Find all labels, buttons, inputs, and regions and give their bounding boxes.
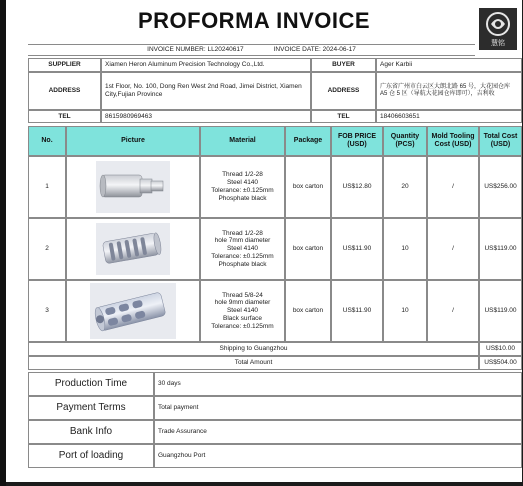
port-of-loading-label: Port of loading	[28, 444, 154, 468]
shipping-value: US$10.00	[479, 342, 522, 356]
item-3-material-line: hole 9mm diameter	[214, 299, 271, 307]
invoice-title: PROFORMA INVOICE	[137, 8, 371, 33]
buyer-label: BUYER	[311, 58, 376, 72]
col-total-cost: Total Cost (USD)	[479, 126, 522, 156]
supplier-tel-label: TEL	[28, 110, 101, 123]
col-package: Package	[285, 126, 331, 156]
production-time-label: Production Time	[28, 372, 154, 396]
item-2-total: US$119.00	[479, 218, 522, 280]
payment-terms-value: Total payment	[154, 396, 522, 420]
item-3-tooling: /	[427, 280, 479, 342]
item-2-picture	[66, 218, 200, 280]
invoice-number: INVOICE NUMBER: LL20240617	[147, 46, 244, 54]
col-no: No.	[28, 126, 66, 156]
item-3-price: US$11.90	[331, 280, 383, 342]
logo-emblem-icon	[479, 8, 517, 50]
item-2-quantity: 10	[383, 218, 427, 280]
item-1-package: box carton	[285, 156, 331, 218]
col-material: Material	[200, 126, 285, 156]
supplier-tel: 8615980969463	[101, 110, 311, 123]
item-1-material	[200, 156, 285, 218]
company-logo	[479, 8, 517, 50]
invoice-sheet	[6, 0, 522, 482]
item-1-tooling: /	[427, 156, 479, 218]
item-1-picture	[66, 156, 200, 218]
invoice-meta-row	[28, 44, 475, 56]
port-of-loading-value: Guangzhou Port	[154, 444, 522, 468]
buyer-name: Ager Karbii	[376, 58, 522, 72]
buyer-address: 广东省广州市白云区大朗北路 65 号，大花园仓库 A5 仓 5 区（导航大花园仓库即可），吉利收	[376, 72, 522, 110]
item-2-material	[200, 218, 285, 280]
shipping-label: Shipping to Guangzhou	[28, 342, 479, 356]
col-fob-price: FOB PRICE (USD)	[331, 126, 383, 156]
item-2-tooling: /	[427, 218, 479, 280]
item-1-total: US$256.00	[479, 156, 522, 218]
item-1-material-line: Steel 4140	[226, 179, 259, 187]
item-3-material-line: Thread 5/8-24	[222, 291, 263, 299]
item-3-material	[200, 280, 285, 342]
muzzle-brake-slotted-image	[96, 223, 170, 275]
item-3-no: 3	[28, 280, 66, 342]
payment-terms-label: Payment Terms	[28, 396, 154, 420]
bank-info-value: Trade Assurance	[154, 420, 522, 444]
total-amount-label: Total Amount	[28, 356, 479, 370]
item-1-quantity: 20	[383, 156, 427, 218]
item-1-material-line: Thread 1/2-28	[222, 171, 263, 179]
supplier-name: Xiamen Heron Aluminum Precision Technology Co.,Ltd.	[101, 58, 311, 72]
logo-text: 慧铭	[491, 39, 505, 47]
item-2-price: US$11.90	[331, 218, 383, 280]
total-amount-value: US$504.00	[479, 356, 522, 370]
item-1-material-line: Phosphate black	[218, 194, 267, 202]
item-2-material-line: hole 7mm diameter	[214, 237, 271, 245]
item-3-total: US$119.00	[479, 280, 522, 342]
item-3-picture	[66, 280, 200, 342]
buyer-address-label: ADDRESS	[311, 72, 376, 110]
muzzle-brake-ported-image	[90, 283, 176, 339]
item-3-material-line: Tolerance: ±0.125mm	[211, 322, 274, 330]
col-mold-tooling: Mold Tooling Cost (USD)	[427, 126, 479, 156]
buyer-tel: 18406603651	[376, 110, 522, 123]
item-2-material-line: Tolerance: ±0.125mm	[211, 252, 274, 260]
item-3-package: box carton	[285, 280, 331, 342]
item-3-quantity: 10	[383, 280, 427, 342]
item-2-material-line: Thread 1/2-28	[222, 229, 263, 237]
supplier-address-label: ADDRESS	[28, 72, 101, 110]
item-1-no: 1	[28, 156, 66, 218]
col-picture: Picture	[66, 126, 200, 156]
production-time-value: 30 days	[154, 372, 522, 396]
item-1-price: US$12.80	[331, 156, 383, 218]
invoice-date: INVOICE DATE: 2024-06-17	[273, 46, 356, 54]
item-3-material-line: Steel 4140	[226, 307, 259, 315]
item-2-material-line: Phosphate black	[218, 260, 267, 268]
item-2-no: 2	[28, 218, 66, 280]
item-2-package: box carton	[285, 218, 331, 280]
col-quantity: Quantity (PCS)	[383, 126, 427, 156]
supplier-label: SUPPLIER	[28, 58, 101, 72]
item-2-material-line: Steel 4140	[226, 245, 259, 253]
item-3-material-line: Black surface	[222, 314, 263, 322]
supplier-address: 1st Floor, No. 100, Dong Ren West 2nd Road, Jimei District, Xiamen City,Fujian Province	[101, 72, 311, 110]
buyer-tel-label: TEL	[311, 110, 376, 123]
item-1-material-line: Tolerance: ±0.125mm	[211, 187, 274, 194]
muzzle-brake-plain-image	[96, 161, 170, 213]
bank-info-label: Bank Info	[28, 420, 154, 444]
